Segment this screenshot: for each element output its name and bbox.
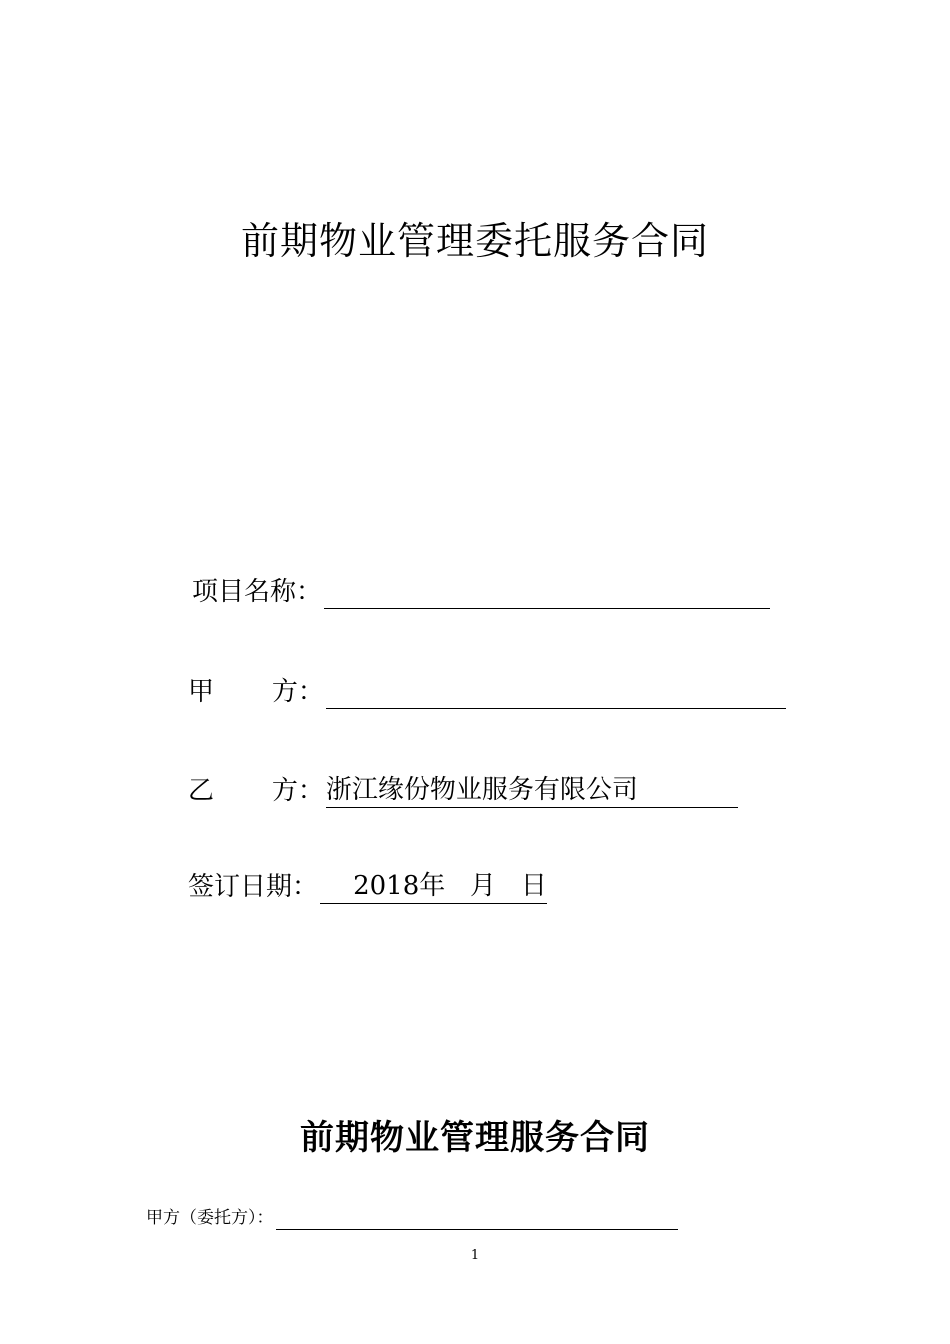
sign-date-year: 2018 <box>320 869 419 904</box>
party-a-label: 甲 方： <box>188 677 324 707</box>
contract-party-a-label: 甲方（委托方）： <box>146 1208 274 1228</box>
contract-party-a-row <box>146 1206 678 1230</box>
sign-date-label: 签订日期： <box>188 872 319 902</box>
contract-title: 前期物业管理服务合同 <box>300 1118 650 1158</box>
sign-date-row <box>188 860 547 904</box>
contract-party-a-blank[interactable] <box>276 1209 678 1230</box>
party-b-label: 乙 方： <box>188 776 324 806</box>
party-b-value: 浙江缘份物业服务有限公司 <box>326 773 738 808</box>
project-name-row <box>192 565 770 609</box>
sign-date-month: 月 <box>445 869 496 904</box>
party-a-blank[interactable] <box>326 678 786 709</box>
page-number: 1 <box>470 1248 480 1263</box>
party-b-row <box>188 764 738 808</box>
project-name-blank[interactable] <box>324 578 770 609</box>
sign-date-day: 日 <box>496 869 547 904</box>
sign-date-year-unit: 年 <box>419 869 445 904</box>
cover-title: 前期物业管理委托服务合同 <box>240 219 709 263</box>
party-a-row <box>188 665 786 709</box>
project-name-label: 项目名称： <box>192 577 323 607</box>
